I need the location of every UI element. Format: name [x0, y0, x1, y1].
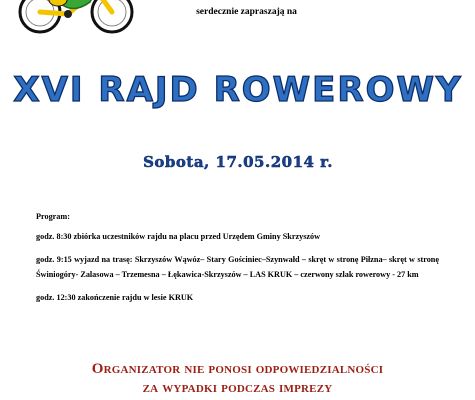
date-text: Sobota, 17.05.2014 r.: [142, 153, 333, 171]
program-item: godz. 8:30 zbiórka uczestników rajdu na placu przed Urzędem Gminy Skrzyszów: [36, 232, 321, 241]
event-title: [0, 64, 475, 110]
program-heading: Program:: [36, 212, 70, 221]
invite-text: serdecznie zapraszają na: [196, 7, 297, 17]
disclaimer-line-1: Organizator nie ponosi odpowiedzialności: [91, 361, 384, 377]
program-item: godz. 9:15 wyjazd na trasę: Skrzyszów Wąwóz– Stary Gościniec–Szynwałd – skręt w stronę Piłzna– skręt w stronę Świniogóry- Zalasowa – Trzemesna – Łękawica-Skrzyszów – LAS KRUK – czerwony szlak rowerowy - 27 km: [36, 255, 439, 279]
title-text: XVI RAJD ROWEROWY: [12, 70, 463, 110]
program-item: godz. 12:30 zakończenie rajdu w lesie KRUK: [36, 293, 194, 302]
organizer-disclaimer: [0, 360, 475, 398]
program-section: [36, 209, 439, 313]
event-date: [0, 150, 475, 177]
disclaimer-line-2: za wypadki podczas imprezy: [142, 380, 333, 396]
date-wordart: [88, 150, 388, 172]
title-wordart: [12, 64, 463, 110]
